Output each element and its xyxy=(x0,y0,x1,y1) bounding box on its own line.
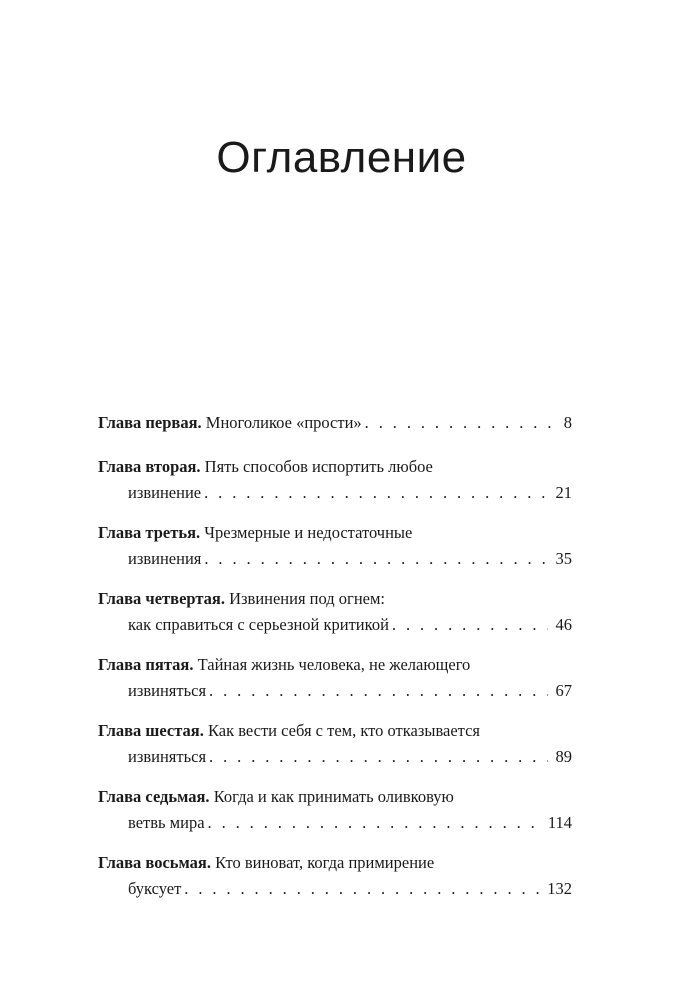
chapter-title: Как вести себя с тем, кто отказывается xyxy=(207,721,480,740)
page-number: 89 xyxy=(555,747,572,766)
dot-leader xyxy=(365,410,556,436)
chapter-title: Когда и как принимать оливковую xyxy=(213,787,454,806)
dot-leader xyxy=(184,876,539,902)
toc-entry-6[interactable] xyxy=(98,718,572,770)
chapter-label: Глава первая. xyxy=(98,413,202,432)
chapter-title: Многоликое «прости» xyxy=(205,413,362,432)
chapter-title-continuation: извиняться xyxy=(128,681,207,700)
page-number: 21 xyxy=(555,483,572,502)
dot-leader xyxy=(392,612,548,638)
dot-leader xyxy=(209,678,547,704)
page-number: 132 xyxy=(547,879,572,898)
dot-leader xyxy=(208,810,540,836)
chapter-label: Глава седьмая. xyxy=(98,787,210,806)
toc-entry-8[interactable] xyxy=(98,850,572,902)
page-number: 67 xyxy=(555,681,572,700)
dot-leader xyxy=(209,744,547,770)
chapter-label: Глава восьмая. xyxy=(98,853,211,872)
chapter-label: Глава вторая. xyxy=(98,457,201,476)
chapter-title: Тайная жизнь человека, не желающего xyxy=(197,655,471,674)
chapter-label: Глава шестая. xyxy=(98,721,204,740)
toc-entry-7[interactable] xyxy=(98,784,572,836)
toc-entry-1[interactable] xyxy=(98,410,572,436)
chapter-title-continuation: как справиться с серьезной критикой xyxy=(128,615,389,634)
chapter-title: Извинения под огнем: xyxy=(229,589,385,608)
chapter-title: Пять способов испортить любое xyxy=(204,457,433,476)
toc-entry-2[interactable] xyxy=(98,454,572,506)
toc-entry-4[interactable] xyxy=(98,586,572,638)
chapter-title-continuation: извиняться xyxy=(128,747,207,766)
page-title: Оглавление xyxy=(216,133,467,182)
chapter-title-continuation: буксует xyxy=(128,879,182,898)
chapter-title-continuation: извинения xyxy=(128,549,202,568)
toc-entry-3[interactable] xyxy=(98,520,572,572)
toc-entry-5[interactable] xyxy=(98,652,572,704)
page-number: 8 xyxy=(563,413,572,432)
dot-leader xyxy=(204,546,547,572)
page-number: 114 xyxy=(547,813,572,832)
chapter-title-continuation: извинение xyxy=(128,483,202,502)
chapter-label: Глава четвертая. xyxy=(98,589,225,608)
chapter-title: Чрезмерные и недостаточные xyxy=(204,523,413,542)
page-number: 35 xyxy=(555,549,572,568)
page-number: 46 xyxy=(555,615,572,634)
chapter-title: Кто виноват, когда примирение xyxy=(215,853,435,872)
chapter-label: Глава третья. xyxy=(98,523,201,542)
dot-leader xyxy=(204,480,547,506)
chapter-title-continuation: ветвь мира xyxy=(128,813,205,832)
chapter-label: Глава пятая. xyxy=(98,655,194,674)
